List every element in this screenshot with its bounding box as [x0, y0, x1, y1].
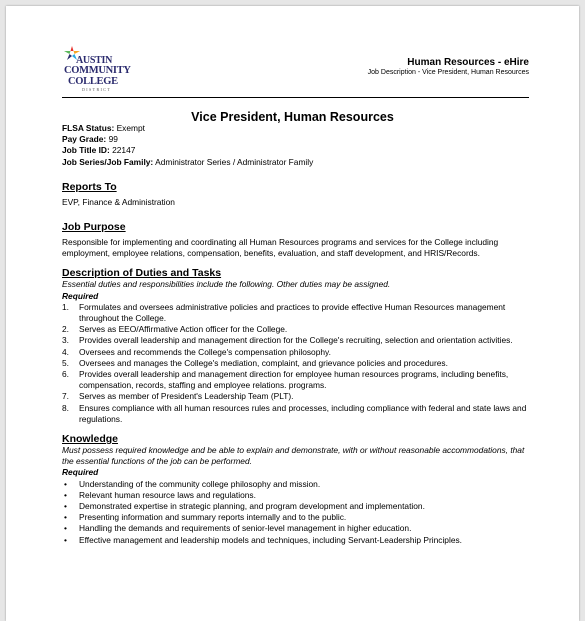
list-item [62, 391, 532, 402]
meta-value: Exempt [116, 123, 145, 133]
list-item [62, 512, 532, 523]
bullet-icon: • [64, 489, 67, 500]
list-item [62, 501, 532, 512]
bullet-icon: • [64, 501, 67, 512]
document-title: Vice President, Human Resources [191, 110, 394, 124]
header-title: Human Resources - eHire [407, 57, 529, 68]
list-number: 3. [62, 335, 69, 346]
list-item-text: Relevant human resource laws and regulations. [79, 489, 256, 500]
meta-job-title-id [62, 145, 532, 156]
list-item-text: Serves as EEO/Affirmative Action officer for the College. [79, 324, 288, 335]
logo-text-line1: AUSTIN [76, 55, 112, 66]
job-purpose-text: Responsible for implementing and coordinating all Human Resources programs and services for the College including employment, employee relations, compensation, benefits, evaluation, and staff development, and HRIS/Records. [62, 237, 499, 259]
list-item [62, 324, 532, 335]
duties-heading: Description of Duties and Tasks [62, 267, 222, 280]
list-item [62, 369, 532, 391]
meta-value: Administrator Series / Administrator Family [155, 156, 314, 167]
list-item-text: Presenting information and summary reports internally and to the public. [79, 512, 347, 523]
meta-pay-grade [62, 134, 532, 145]
duties-list [62, 302, 532, 425]
knowledge-heading: Knowledge [62, 433, 119, 446]
list-item [62, 335, 532, 346]
list-item-text: Oversees and recommends the College's compensation philosophy. [79, 346, 331, 357]
list-number: 2. [62, 324, 69, 335]
college-logo [64, 46, 134, 94]
meta-value: 22147 [112, 145, 136, 156]
meta-label: Pay Grade: [62, 134, 107, 145]
duties-required-label: Required [62, 290, 99, 301]
meta-block [62, 123, 532, 168]
meta-label: FLSA Status: [62, 123, 115, 133]
bullet-icon: • [64, 478, 67, 489]
list-item-text: Effective management and leadership models and techniques, including Servant-Leadership Principles. [79, 534, 463, 545]
list-item [62, 403, 532, 425]
list-item-text: Ensures compliance with all human resources rules and processes, including compliance with federal and state laws and regulations. [79, 402, 527, 424]
meta-job-series [62, 157, 532, 168]
reports-to-text: EVP, Finance & Administration [62, 196, 175, 207]
list-item [62, 535, 532, 546]
bullet-icon: • [64, 534, 67, 545]
list-item [62, 358, 532, 369]
list-item [62, 490, 532, 501]
list-item-text: Provides overall leadership and management direction for employee human resources programs, including benefits, compensation, records, staffing and employee relations. programs. [79, 369, 509, 391]
list-item-text: Understanding of the community college philosophy and mission. [79, 478, 321, 489]
duties-intro: Essential duties and responsibilities include the following. Other duties may be assigned. [62, 279, 391, 290]
list-number: 1. [62, 301, 69, 312]
list-item-text: Demonstrated expertise in strategic planning, and program development and implementation. [79, 501, 425, 512]
knowledge-required-label: Required [62, 467, 99, 478]
reports-to-heading: Reports To [62, 180, 117, 193]
header-block [368, 57, 529, 76]
bullet-icon: • [64, 512, 67, 523]
header-subtitle: Job Description - Vice President, Human Resources [367, 69, 529, 76]
list-item [62, 479, 532, 490]
list-item-text: Provides overall leadership and management direction for the College's recruiting, selection and orientation activities. [79, 335, 513, 346]
list-item-text: Oversees and manages the College's mediation, complaint, and grievance policies and procedures. [79, 357, 448, 368]
list-item-text: Handling the demands and requirements of senior-level management in higher education. [79, 523, 412, 534]
logo-text-line4: DISTRICT [82, 87, 112, 92]
list-item [62, 347, 532, 358]
meta-value: 99 [108, 134, 118, 145]
meta-flsa [62, 123, 532, 134]
knowledge-list [62, 479, 532, 546]
logo-text-line2: COMMUNITY [64, 65, 131, 76]
job-purpose-heading: Job Purpose [62, 221, 126, 234]
list-item [62, 302, 532, 324]
list-number: 8. [62, 402, 69, 413]
list-item-text: Serves as member of President's Leadership Team (PLT). [79, 391, 294, 402]
logo-text-line3: COLLEGE [68, 76, 118, 87]
list-number: 7. [62, 391, 69, 402]
list-item [62, 523, 532, 534]
meta-label: Job Series/Job Family: [62, 156, 154, 167]
meta-label: Job Title ID: [62, 145, 110, 156]
document-page [6, 6, 579, 621]
list-number: 5. [62, 357, 69, 368]
document-body [62, 123, 532, 546]
bullet-icon: • [64, 523, 67, 534]
knowledge-intro: Must possess required knowledge and be able to explain and demonstrate, with or without reasonable accommodations, that the essential functions of the job can be performed. [62, 445, 525, 467]
header-divider [62, 97, 529, 98]
list-number: 4. [62, 346, 69, 357]
list-item-text: Formulates and oversees administrative policies and practices to provide effective Human Resources management throughout the College. [79, 301, 506, 324]
list-number: 6. [62, 369, 69, 380]
